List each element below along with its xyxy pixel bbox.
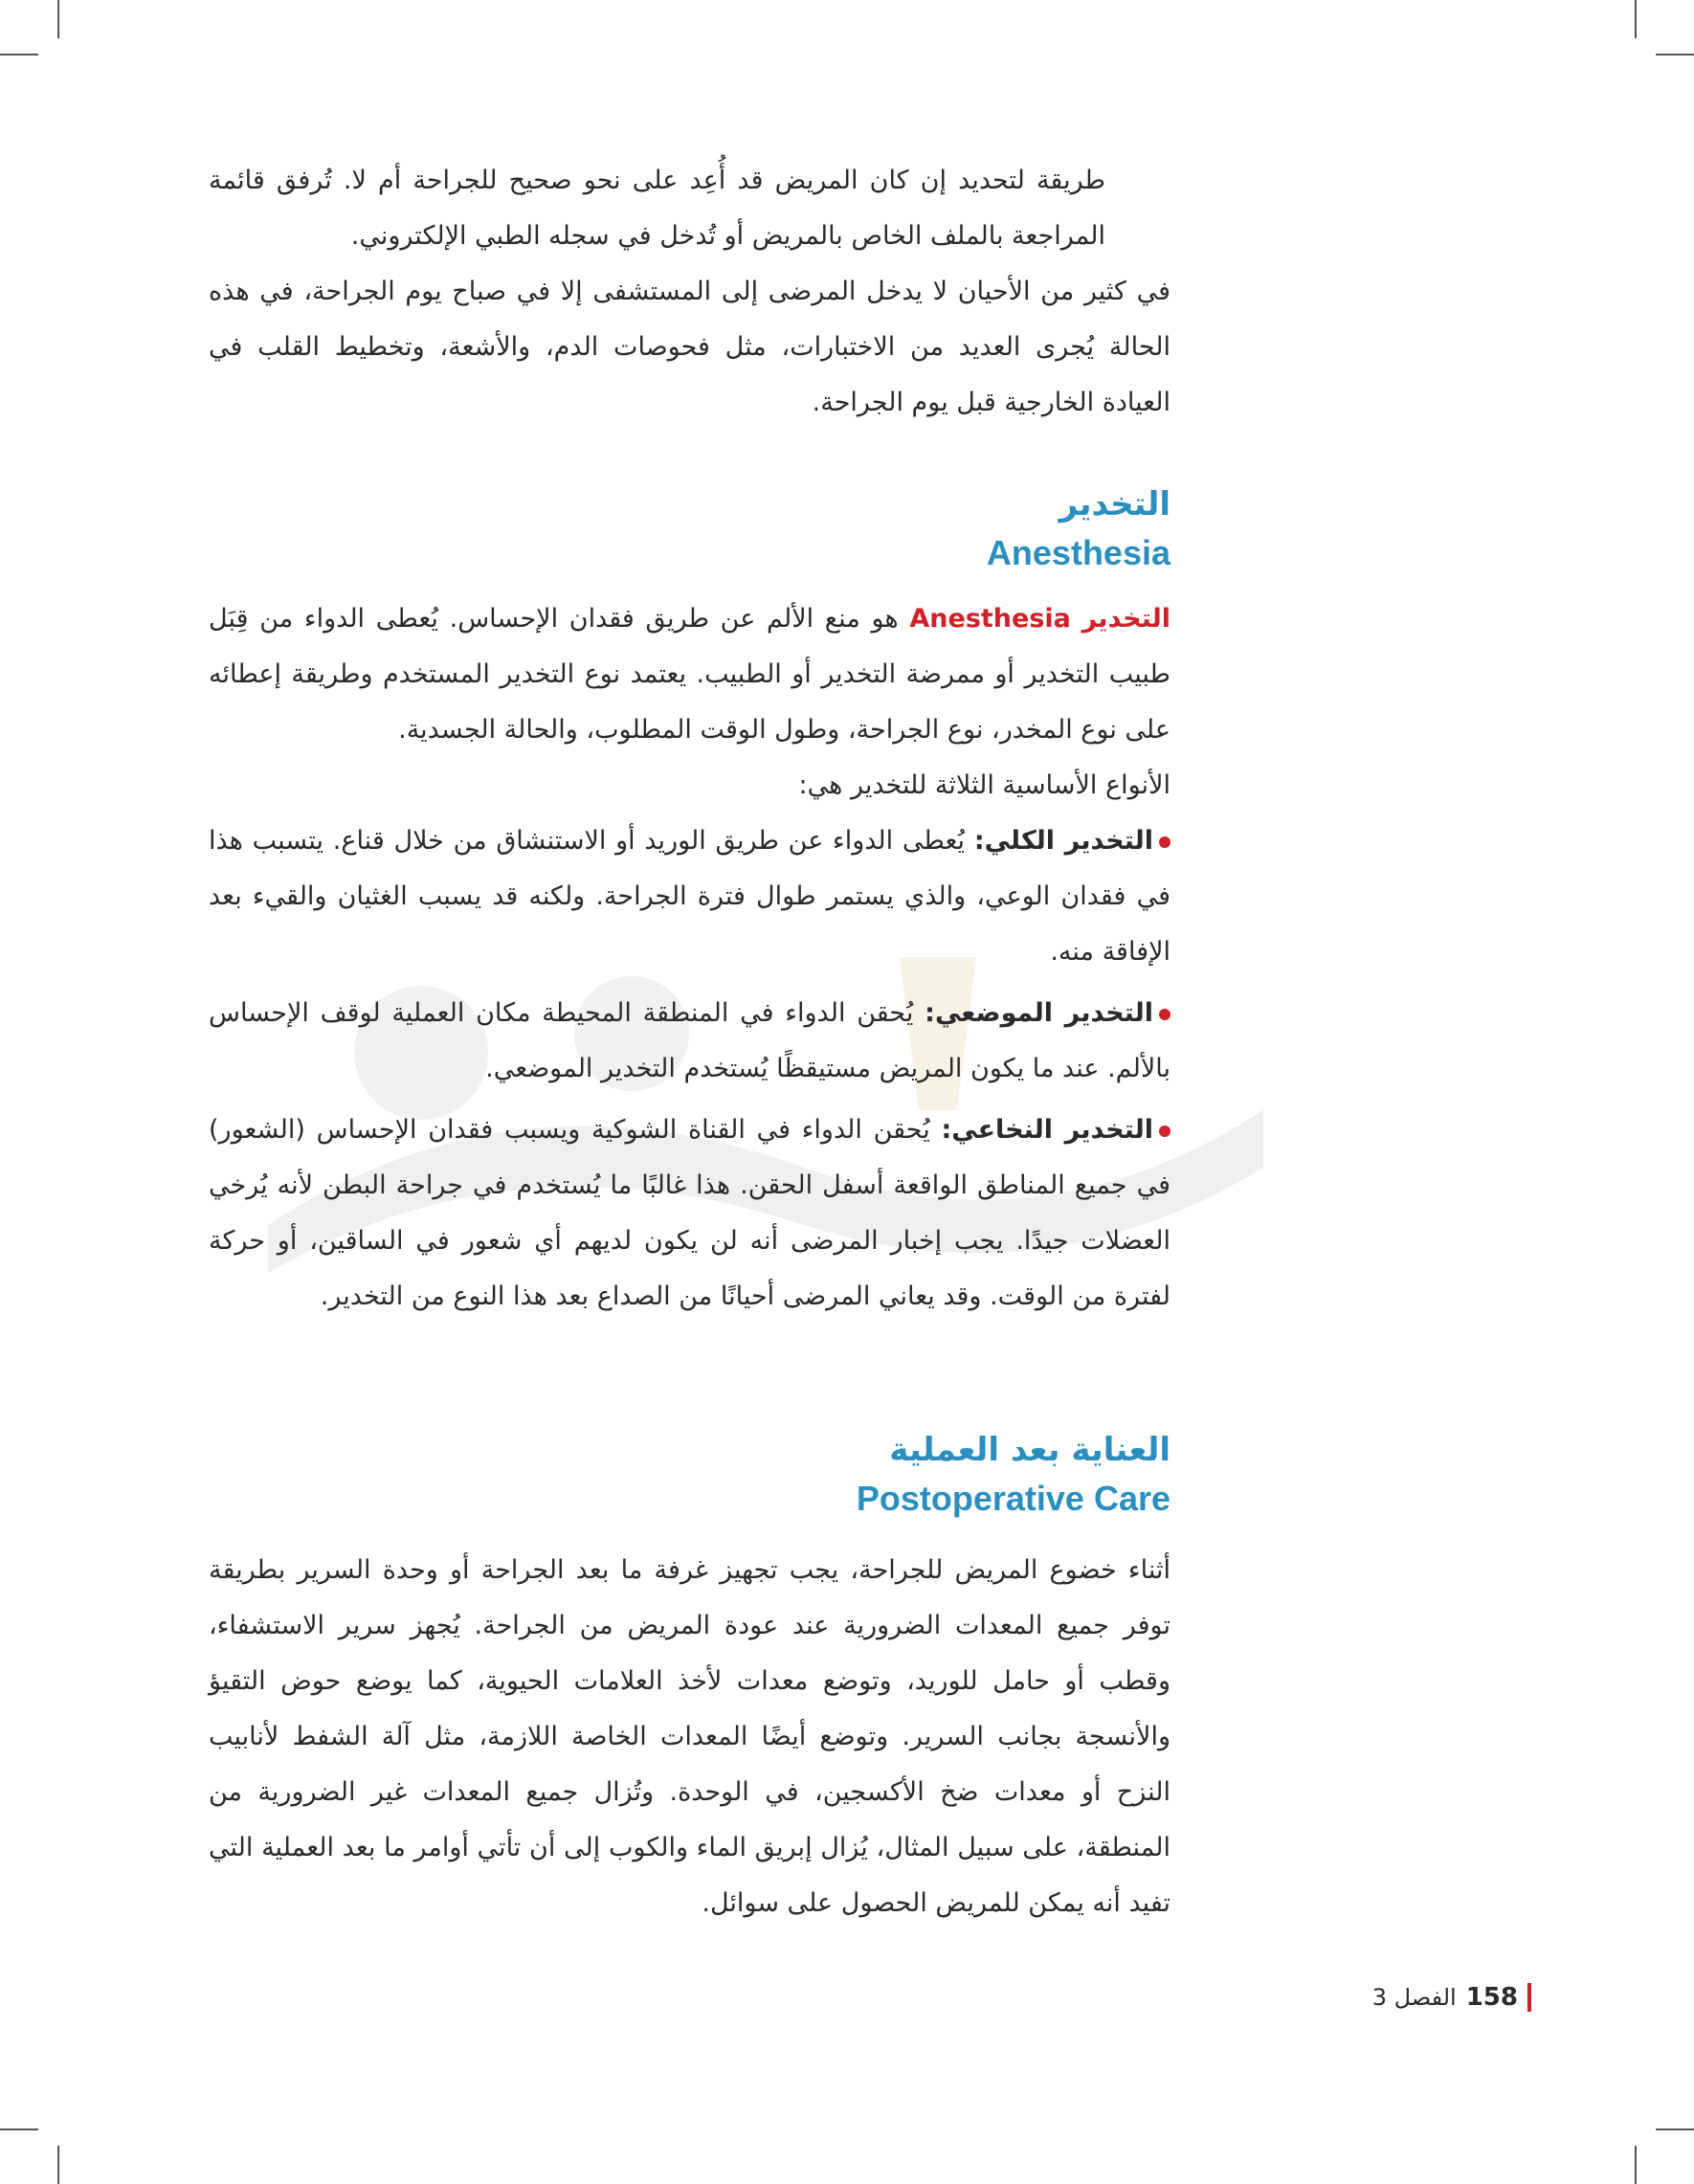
bullet-icon <box>1159 836 1170 848</box>
intro-paragraph-1: طريقة لتحديد إن كان المريض قد أُعِد على نحو صحيح للجراحة أم لا. تُرفق قائمة المراجعة بالملف الخاص بالمريض أو تُدخل في سجله الطبي الإلكتروني. <box>209 166 1105 251</box>
crop-mark <box>1656 54 1694 56</box>
footer-divider <box>1527 1983 1531 2012</box>
crop-mark <box>1635 0 1637 38</box>
bullet-title: التخدير النخاعي: <box>941 1115 1153 1145</box>
anesthesia-term-en: Anesthesia <box>909 604 1071 634</box>
bullet-text: يُعطى الدواء عن طريق الوريد أو الاستنشاق من خلال قناع. يتسبب هذا في فقدان الوعي، والذي يستمر طوال فترة الجراحة. ولكنه قد يسبب الغثيان والقيء بعد الإفاقة منه. <box>209 826 1170 967</box>
crop-mark <box>57 0 59 38</box>
anesthesia-term-ar: التخدير <box>1081 604 1170 634</box>
bullet-local <box>209 986 1170 1097</box>
crop-mark <box>0 54 38 56</box>
crop-mark <box>0 2128 38 2130</box>
anesthesia-definition <box>209 591 1170 758</box>
bullet-spinal <box>209 1103 1170 1325</box>
postop-paragraph: أثناء خضوع المريض للجراحة، يجب تجهيز غرفة ما بعد الجراحة أو وحدة السرير بطريقة توفر جميع المعدات الضرورية عند عودة المريض من الجراحة. يُجهز سرير الاستشفاء، وقطب أو حامل للوريد، وتوضع معدات لأخذ العلامات الحيوية، كما يوضع حوض التقيؤ والأنسجة بجانب السرير. وتوضع أيضًا المعدات الخاصة اللازمة، مثل آلة الشفط لأنابيب النزح أو معدات ضخ الأكسجين، في الوحدة. وتُزال جميع المعدات غير الضرورية من المنطقة، على سبيل المثال، يُزال إبريق الماء والكوب إلى أن تأتي أوامر ما بعد العملية التي تفيد أنه يمكن للمريض الحصول على سوائل. <box>209 1555 1170 1918</box>
crop-mark <box>1656 2128 1694 2130</box>
crop-mark <box>57 2146 59 2184</box>
bullet-general <box>209 813 1170 980</box>
page-footer <box>1244 1983 1531 2012</box>
anesthesia-definition-text: هو منع الألم عن طريق فقدان الإحساس. يُعطى الدواء من قِبَل طبيب التخدير أو ممرضة التخدير أو الطبيب. يعتمد نوع التخدير المستخدم وطريقة إعطائه على نوع المخدر، نوع الجراحة، وطول الوقت المطلوب، والحالة الجسدية. <box>209 604 1170 745</box>
bullet-title: التخدير الموضعي: <box>925 998 1153 1028</box>
bullet-icon <box>1159 1125 1170 1137</box>
intro-paragraph-2: في كثير من الأحيان لا يدخل المرضى إلى المستشفى إلا في صباح يوم الجراحة، في هذه الحالة يُجرى العديد من الاختبارات، مثل فحوصات الدم، والأشعة، وتخطيط القلب في العيادة الخارجية قبل يوم الجراحة. <box>209 277 1170 417</box>
postop-heading-en: Postoperative Care <box>856 1479 1170 1518</box>
anesthesia-types-intro: الأنواع الأساسية الثلاثة للتخدير هي: <box>798 770 1170 800</box>
postop-heading-ar: العناية بعد العملية <box>889 1431 1170 1469</box>
bullet-title: التخدير الكلي: <box>973 826 1153 856</box>
crop-mark <box>1635 2146 1637 2184</box>
bullet-text: يُحقن الدواء في القناة الشوكية ويسبب فقدان الإحساس (الشعور) في جميع المناطق الواقعة أسفل الحقن. هذا غالبًا ما يُستخدم في جراحة البطن لأنه يُرخي العضلات جيدًا. يجب إخبار المرضى أنه لن يكون لديهم أي شعور في الساقين، أو حركة لفترة من الوقت. وقد يعاني المرضى أحيانًا من الصداع بعد هذا النوع من التخدير. <box>209 1115 1170 1311</box>
page-number: 158 <box>1465 1983 1518 2012</box>
bullet-text: يُحقن الدواء في المنطقة المحيطة مكان العملية لوقف الإحساس بالألم. عند ما يكون المريض مستيقظًا يُستخدم التخدير الموضعي. <box>209 998 1170 1083</box>
anesthesia-heading-en: Anesthesia <box>986 533 1170 572</box>
chapter-label: الفصل 3 <box>1371 1984 1457 2011</box>
bullet-icon <box>1159 1009 1170 1020</box>
anesthesia-heading-ar: التخدير <box>1059 485 1170 524</box>
